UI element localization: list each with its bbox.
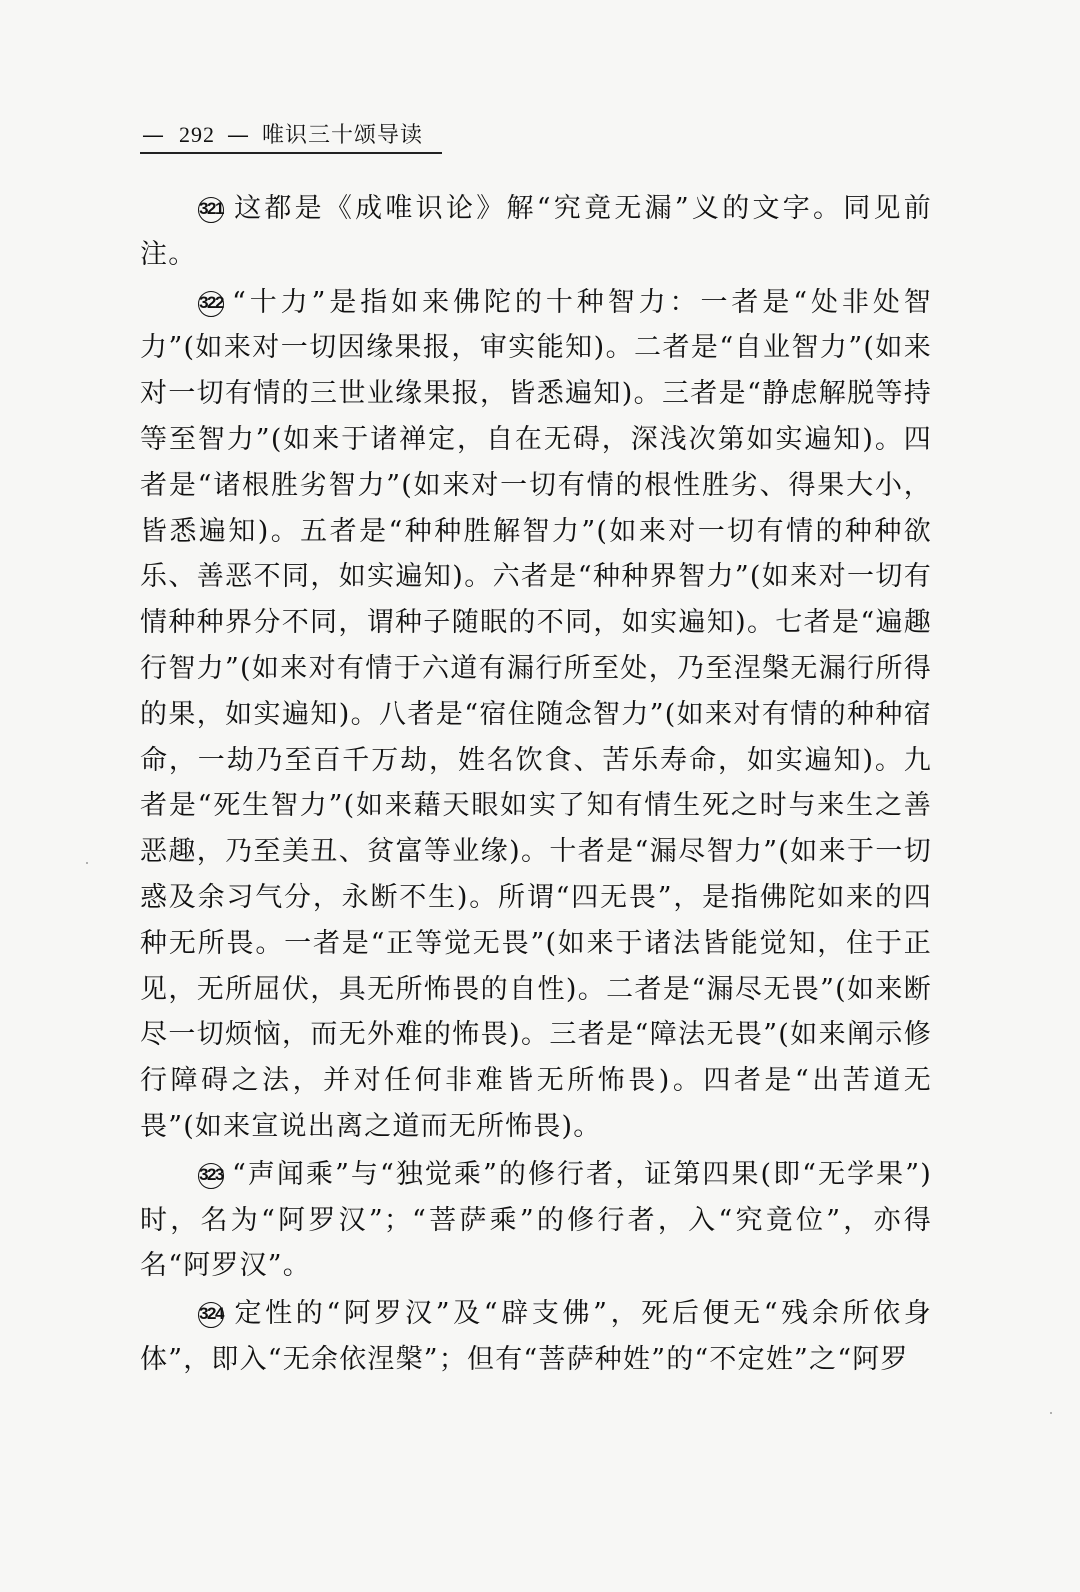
header-dash-2: —: [227, 123, 250, 148]
book-title: 唯识三十颂导读: [262, 123, 424, 148]
header-dash: —: [142, 123, 165, 148]
note-text: “十力”是指如来佛陀的十种智力：一者是“处非处智力”(如来对一切因缘果报，审实能知)。二者是“自业智力”(如来对一切有情的三世业缘果报，皆悉遍知)。三者是“静虑解脱等持等至智力”(如来于诸禅定，自在无碍，深浅次第如实遍知)。四者是“诸根胜劣智力”(如来对一切有情的根性胜劣、得果大小，皆悉遍知)。五者是“种种胜解智力”(如来对一切有情的种种欲乐、善恶不同，如实遍知)。六者是“种种界智力”(如来对一切有情种种界分不同，谓种子随眠的不同，如实遍知)。七者是“遍趣行智力”(如来对有情于六道有漏行所至处，乃至涅槃无漏行所得的果，如实遍知)。八者是“宿住随念智力”(如来对有情的种种宿命，一劫乃至百千万劫，姓名饮食、苦乐寿命，如实遍知)。九者是“死生智力”(如来藉天眼如实了知有情生死之时与来生之善恶趣，乃至美丑、贫富等业缘)。十者是“漏尽智力”(如来于一切惑及余习气分，永断不生)。所谓“四无畏”，是指佛陀如来的四种无所畏。一者是“正等觉无畏”(如来于诸法皆能觉知，住于正见，无所屈伏，具无所怖畏的自性)。二者是“漏尽无畏”(如来断尽一切烦恼，而无外难的怖畏)。三者是“障法无畏”(如来阐示修行障碍之法，并对任何非难皆无所怖畏)。四者是“出苦道无畏”(如来宣说出离之道而无所怖畏)。: [140, 286, 932, 1142]
scan-speck: [86, 862, 88, 864]
note-text: 这都是《成唯识论》解“究竟无漏”义的文字。同见前注。: [140, 193, 932, 270]
running-head: [142, 118, 442, 149]
scan-speck: [1050, 1412, 1052, 1414]
header-rule: [140, 152, 442, 154]
note-text: 定性的“阿罗汉”及“辟支佛”，死后便无“残余所依身体”，即入“无余依涅槃”；但有“菩萨种姓”的“不定姓”之“阿罗: [140, 1298, 932, 1375]
note-number-badge: 323: [198, 1163, 224, 1189]
note-322: [140, 280, 932, 1150]
note-text: “声闻乘”与“独觉乘”的修行者，证第四果(即“无学果”)时，名为“阿罗汉”；“菩萨乘”的修行者，入“究竟位”，亦得名“阿罗汉”。: [140, 1158, 932, 1282]
note-number-badge: 324: [198, 1302, 224, 1328]
notes-body: [140, 186, 932, 1383]
note-number-badge: 321: [198, 197, 224, 223]
note-number-badge: 322: [198, 291, 224, 317]
note-324: [140, 1291, 932, 1383]
note-321: [140, 186, 932, 278]
page-number: 292: [179, 122, 215, 147]
note-323: [140, 1152, 932, 1289]
